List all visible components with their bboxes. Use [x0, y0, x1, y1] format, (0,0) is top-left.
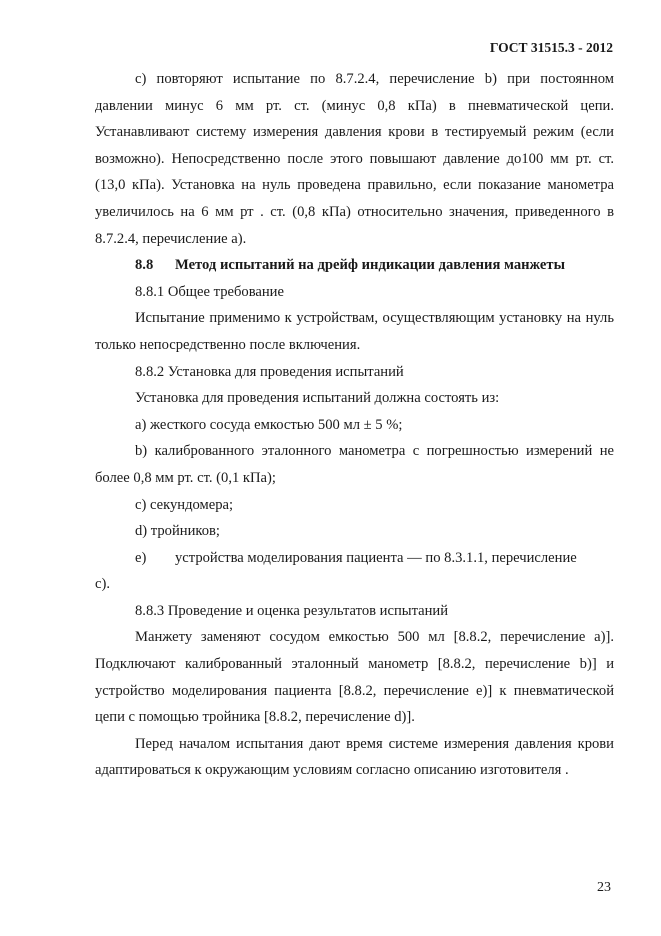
list-item-e: [95, 545, 614, 572]
paragraph-8-8-2: Установка для проведения испытаний должна состоять из:: [135, 390, 500, 407]
section-heading-8-8: [95, 252, 614, 279]
paragraph-item-c-zero-check: c) повторяют испытание по 8.7.2.4, перечисление b) при постоянном давлении минус 6 мм рт. ст. (минус 0,8 кПа) в пневматической цепи. Устанавливают систему измерения давления крови в тестируемый режим (если возможно). Непосредственно после этого повышают давление до100 мм рт. ст. (13,0 кПа). Установка на нуль проведена правильно, если показание манометра увеличилось на 6 мм рт . ст. (0,8 кПа) относительно значения, приведенного в 8.7.2.4, перечисление а).: [95, 71, 614, 247]
list-item-a: а) жесткого сосуда емкостью 500 мл ± 5 %;: [135, 416, 403, 433]
paragraph-8-8-1: Испытание применимо к устройствам, осуществляющим установку на нуль только непосредственно после включения.: [95, 310, 614, 353]
list-item-d: d) тройников;: [135, 523, 220, 540]
paragraph-8-8-3-adaptation: Перед началом испытания дают время системе измерения давления крови адаптироваться к окружающим условиям согласно описанию изготовителя .: [95, 735, 614, 779]
subsection-title-8-8-1: 8.8.1 Общее требование: [135, 283, 284, 300]
page-body: [95, 66, 614, 784]
list-item-b: b) калиброванного эталонного манометра с погрешностью измерений не более 0,8 мм рт. ст. (0,1 кПа);: [95, 443, 614, 486]
subsection-title-8-8-3: 8.8.3 Проведение и оценка результатов испытаний: [135, 602, 449, 619]
page-number: 23: [597, 880, 611, 895]
list-item-e-continuation: c).: [95, 576, 110, 593]
document-code-header: ГОСТ 31515.3 - 2012: [489, 40, 613, 55]
section-number: 8.8: [135, 257, 154, 274]
subsection-title-8-8-2: 8.8.2 Установка для проведения испытаний: [135, 363, 404, 380]
list-item-e-label: e): [135, 549, 147, 566]
list-item-e-text: устройства моделирования пациента — по 8.3.1.1, перечисление: [175, 549, 577, 566]
paragraph-8-8-3-procedure: Манжету заменяют сосудом емкостью 500 мл [8.8.2, перечисление а)]. Подключают калиброванный эталонный манометр [8.8.2, перечисление b)] и устройство моделирования пациента [8.8.2, перечисление е)] к пневматической цепи с помощью тройника [8.8.2, перечисление d)].: [95, 629, 614, 726]
section-title: Метод испытаний на дрейф индикации давления манжеты: [175, 257, 565, 274]
list-item-c: c) секундомера;: [135, 496, 234, 513]
